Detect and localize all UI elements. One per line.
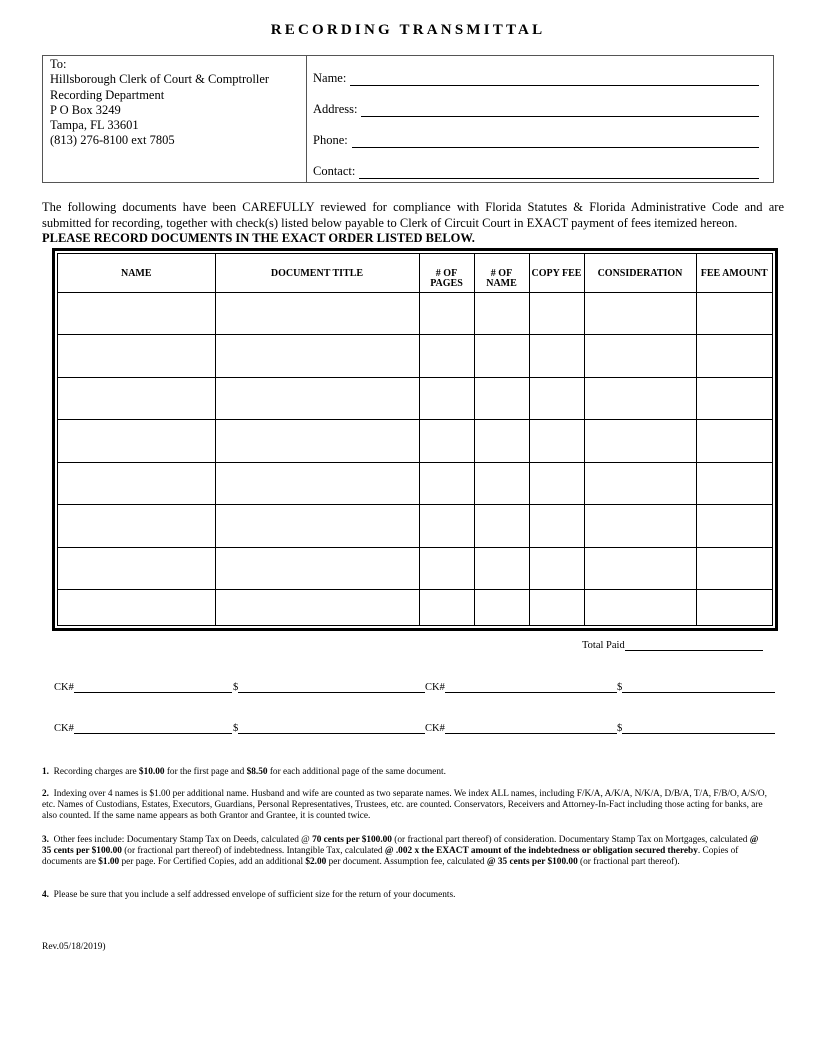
total-paid-field xyxy=(582,640,763,651)
to-label: To: xyxy=(50,57,67,71)
recipient-po-box: P O Box 3249 xyxy=(50,102,121,117)
note-2: 2. Indexing over 4 names is $1.00 per additional name. Husband and wife are counted as two separate names. We index ALL names, including F/K/A, A/K/A, N/K/A, D/B/A, T/A, F/B/O, A/S/O, etc. Names of Custodians, Estates, Executors, Guardians, Personal Representatives, Trustees, etc. are counted. Conservators, Receivers and Attorney-In-Fact including those acting for banks, are also counted. If the same name appears as both Grantor and Grantee, it is counted twice. xyxy=(42,789,767,822)
note-4: 4. Please be sure that you include a self addressed envelope of sufficient size for the return of your documents. xyxy=(42,890,456,900)
check-label: CK# xyxy=(54,682,74,693)
table-row xyxy=(58,505,772,547)
check-number-field xyxy=(54,723,232,734)
check-amount-field xyxy=(233,682,425,693)
sender-address-field xyxy=(313,102,759,117)
check-number-input[interactable] xyxy=(74,682,232,693)
check-number-input[interactable] xyxy=(445,723,617,734)
dollar-label: $ xyxy=(617,723,623,734)
col-consideration: CONSIDERATION xyxy=(584,254,696,293)
check-amount-field xyxy=(617,682,775,693)
intro-text: The following documents have been CAREFULLY reviewed for compliance with Florida Statutes & Florida Administrative Code and are submitted for recording, together with check(s) listed below payable to Clerk of Circuit Court in EXACT payment of fees itemized hereon. xyxy=(42,200,784,230)
note-3: 3. Other fees include: Documentary Stamp Tax on Deeds, calculated @ 70 cents per $100.00 (or fractional part thereof) of consideration. Documentary Stamp Tax on Mortgages, calculated @ 35 cents per $100.00 (or fractional part thereof) of indebtedness. Intangible Tax, calculated @ .002 x the EXACT amount of the indebtedness or obligation secured thereby. Copies of documents are $1.00 per page. For Certified Copies, add an additional $2.00 per document. Assumption fee, calculated @ 35 cents per $100.00 (or fractional part thereof). xyxy=(42,835,759,868)
sender-phone-field xyxy=(313,133,759,148)
table-row xyxy=(58,547,772,589)
header-box xyxy=(42,55,774,183)
col-pages: # OF PAGES xyxy=(419,254,474,293)
table-row xyxy=(58,377,772,419)
order-instruction: PLEASE RECORD DOCUMENTS IN THE EXACT ORDER LISTED BELOW. xyxy=(42,231,475,246)
check-amount-input[interactable] xyxy=(238,723,425,734)
intro-paragraph xyxy=(42,200,784,247)
recipient-office: Hillsborough Clerk of Court & Comptroller xyxy=(50,72,270,87)
documents-table xyxy=(52,248,778,631)
sender-name-field xyxy=(313,71,759,86)
form-title: RECORDING TRANSMITTAL xyxy=(270,22,546,38)
dollar-label: $ xyxy=(233,682,239,693)
name-input[interactable] xyxy=(350,73,759,86)
total-paid-input[interactable] xyxy=(625,640,763,651)
check-label: CK# xyxy=(54,723,74,734)
dollar-label: $ xyxy=(617,682,623,693)
address-input[interactable] xyxy=(361,104,759,117)
col-name: NAME xyxy=(58,254,215,293)
contact-label: Contact: xyxy=(313,164,356,178)
recipient-address xyxy=(50,57,269,149)
recipient-city: Tampa, FL 33601 xyxy=(50,118,139,133)
name-label: Name: xyxy=(313,71,347,85)
check-number-input[interactable] xyxy=(445,682,617,693)
col-names-count: # OF NAME xyxy=(474,254,529,293)
check-amount-field xyxy=(617,723,775,734)
check-amount-input[interactable] xyxy=(622,682,775,693)
table-row xyxy=(58,590,772,625)
header-divider xyxy=(306,56,307,182)
check-number-input[interactable] xyxy=(74,723,232,734)
check-amount-input[interactable] xyxy=(238,682,425,693)
phone-label: Phone: xyxy=(313,133,348,147)
address-label: Address: xyxy=(313,102,358,116)
check-label: CK# xyxy=(425,723,445,734)
note-number: 4. xyxy=(42,890,49,900)
phone-input[interactable] xyxy=(352,135,759,148)
col-document-title: DOCUMENT TITLE xyxy=(215,254,419,293)
recipient-phone: (813) 276-8100 ext 7805 xyxy=(50,133,175,148)
note-number: 1. xyxy=(42,767,49,777)
revision-date: Rev.05/18/2019) xyxy=(42,942,106,952)
col-copy-fee: COPY FEE xyxy=(529,254,584,293)
table-row xyxy=(58,293,772,335)
sender-contact-field xyxy=(313,164,759,179)
dollar-label: $ xyxy=(233,723,239,734)
table-row xyxy=(58,420,772,462)
check-amount-input[interactable] xyxy=(622,723,775,734)
col-fee-amount: FEE AMOUNT xyxy=(696,254,772,293)
note-1: 1. Recording charges are $10.00 for the first page and $8.50 for each additional page of the same document. xyxy=(42,767,446,777)
note-number: 2. xyxy=(42,789,49,799)
check-number-field xyxy=(425,682,617,693)
check-amount-field xyxy=(233,723,425,734)
check-label: CK# xyxy=(425,682,445,693)
table-header-row xyxy=(58,254,772,293)
table-row xyxy=(58,462,772,504)
contact-input[interactable] xyxy=(359,166,759,179)
check-number-field xyxy=(425,723,617,734)
recipient-department: Recording Department xyxy=(50,87,165,102)
note-number: 3. xyxy=(42,835,49,845)
check-number-field xyxy=(54,682,232,693)
table-row xyxy=(58,335,772,377)
total-paid-label: Total Paid xyxy=(582,640,625,651)
